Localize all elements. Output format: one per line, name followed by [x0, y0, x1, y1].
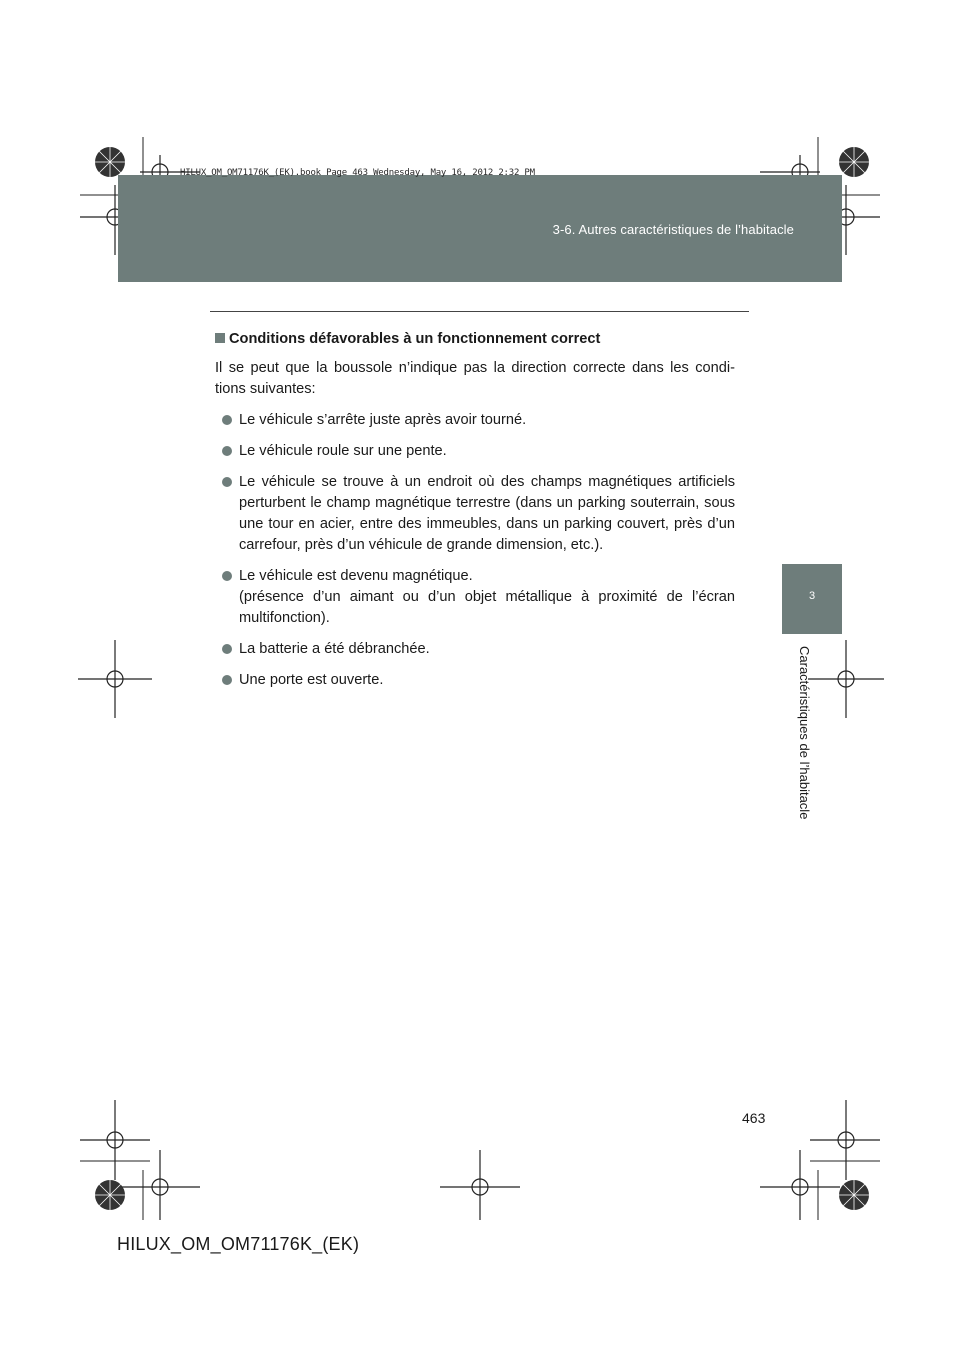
main-content	[215, 329, 735, 691]
chapter-tab	[782, 564, 842, 634]
heading-text: Conditions défavorables à un fonctionnement correct	[229, 331, 601, 347]
content-heading	[215, 329, 735, 350]
page-number: 463	[742, 1110, 766, 1126]
list-item-text: Le véhicule roule sur une pente.	[239, 443, 447, 459]
circle-bullet-icon	[222, 571, 232, 581]
file-stamp: HILUX_OM_OM71176K_(EK).book Page 463 Wednesday, May 16, 2012 2:32 PM	[180, 168, 535, 178]
circle-bullet-icon	[222, 446, 232, 456]
chapter-label: Caractéristiques de l’habitacle	[797, 646, 812, 820]
circle-bullet-icon	[222, 477, 232, 487]
list-item	[215, 472, 735, 556]
section-divider	[210, 311, 749, 312]
list-item-text: La batterie a été débranchée.	[239, 641, 430, 657]
list-item	[215, 441, 735, 462]
section-title: 3-6. Autres caractéristiques de l’habitacle	[552, 222, 794, 237]
conditions-list	[215, 410, 735, 691]
list-item	[215, 566, 735, 629]
list-item-text: Le véhicule s’arrête juste après avoir tourné.	[239, 412, 527, 428]
list-item	[215, 670, 735, 691]
list-item-subtext: (présence d’un aimant ou d’un objet métallique à proximité de l’écran multifonction).	[239, 589, 735, 626]
circle-bullet-icon	[222, 675, 232, 685]
intro-paragraph: Il se peut que la boussole n’indique pas la direction correcte dans les condi-tions suivantes:	[215, 360, 735, 397]
circle-bullet-icon	[222, 644, 232, 654]
square-bullet-icon	[215, 333, 225, 343]
list-item-text: Une porte est ouverte.	[239, 672, 384, 688]
list-item-text: Le véhicule se trouve à un endroit où des champs magnétiques artificiels perturbent le champ magnétique terrestre (dans un parking souterrain, sous une tour en acier, entre des immeubles, dans un parking couvert, près d’un carrefour, près d’un véhicule de grande dimension, etc.).	[239, 474, 735, 553]
chapter-number: 3	[808, 590, 816, 602]
document-code: HILUX_OM_OM71176K_(EK)	[117, 1234, 360, 1254]
list-item-text: Le véhicule est devenu magnétique.	[239, 568, 473, 584]
circle-bullet-icon	[222, 415, 232, 425]
list-item	[215, 410, 735, 431]
list-item	[215, 639, 735, 660]
